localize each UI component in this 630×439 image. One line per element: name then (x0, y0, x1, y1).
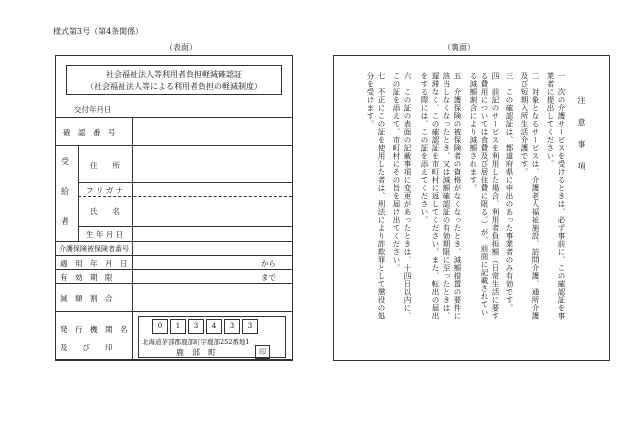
reduction-row (56, 284, 292, 312)
insurer-digit: 1 (170, 319, 186, 334)
notes-item-4: 四 前記のサービスを利用した場合、利用者負担額（日常生活に要する費用については食費及び居住費に限る。）が、前面に記載されている減額割合により減額されます。 (469, 72, 500, 320)
start-date-row (56, 256, 292, 270)
issuer-label: 発 行 機 関 名 (60, 325, 128, 334)
insured-number-row (56, 242, 292, 256)
expiry-row (56, 270, 292, 284)
back-side-label: （裏面） (443, 43, 475, 52)
front-certificate (55, 55, 293, 361)
certificate-title: 社会福祉法人等利用者負担軽減確認証 (106, 70, 242, 79)
seal-stamp: 印 (255, 345, 270, 359)
notes-item-7: 七 不正にこの証を使用した者は、刑法により詐欺罪として懲役の処分を受けます。 (366, 72, 386, 320)
notes-item-3: 三 この確認証は、都道府県に申出のあった事業者のみ有効です。 (505, 72, 514, 312)
insurer-number-boxes (152, 319, 262, 334)
expiry-label: 有 効 期 限 (60, 273, 113, 282)
confirmation-number-label: 確 認 番 号 (63, 128, 116, 137)
recipient-label-1: 受 (61, 157, 69, 166)
expiry-suffix: まで (261, 273, 276, 282)
insured-number-label: 介護保険被保険者番号 (59, 245, 129, 253)
certificate-title-box (66, 65, 282, 95)
certificate-grid (56, 117, 292, 352)
recipient-block (56, 146, 292, 242)
address-label: 住 所 (90, 161, 120, 170)
notes-item-6: 六 この証の表面の記載事項に変更があったときは、十四日以内に、この証を添えて、市町村にその旨を届け出てください。 (392, 72, 412, 320)
insurer-digit: 3 (242, 319, 258, 334)
notes-item-5: 五 介護保険の被保険者の資格がなくなったとき、減額措置の要件に該当しなくなったとき、又は減額確認証の有効期限に至ったときは、遅滞なく、この確認証を市町村に返してください。また、転出の届出をする際には、この証を添えてください。 (420, 72, 462, 320)
insurer-digit: 3 (224, 319, 240, 334)
recipient-label-3: 者 (61, 217, 69, 226)
birthdate-label: 生 年 月 日 (86, 230, 124, 239)
insurer-digit: 3 (188, 319, 204, 334)
back-notes (333, 55, 610, 361)
notes-item-2: 二 対象となるサービスは、介護老人福祉施設、訪問介護、通所介護及び短期入所生活介護です。 (520, 72, 540, 320)
furigana-label: フ リ ガ ナ (86, 186, 124, 195)
start-date-suffix: から (261, 259, 276, 268)
insurer-digit: 0 (152, 319, 168, 334)
issuer-address: 北海道茅部郡鹿部町字鹿部252番地1 (142, 338, 250, 346)
form-number: 様式第3号（第4条関係） (53, 27, 144, 36)
confirmation-number-row (56, 118, 292, 146)
front-side-label: （表面） (165, 43, 197, 52)
start-date-label: 適 用 年 月 日 (60, 259, 128, 268)
notes-item-1: 一 次の介護サービスを受けるときは、必ず事前に、この確認証を事業者に提出してください。 (546, 72, 566, 320)
issue-date-label: 交付年月日 (74, 105, 112, 114)
recipient-label-2: 給 (61, 187, 69, 196)
certificate-subtitle: （社会福祉法人等による利用者負担の軽減制度） (86, 82, 262, 91)
notes-heading: 注 意 事 項 (577, 96, 586, 173)
seal-label: 及 び 印 (60, 343, 113, 352)
name-label: 氏 名 (90, 207, 120, 216)
reduction-label: 減 額 割 合 (60, 294, 113, 303)
issuer-name: 鹿 部 町 (176, 348, 216, 357)
insurer-digit: 4 (206, 319, 222, 334)
